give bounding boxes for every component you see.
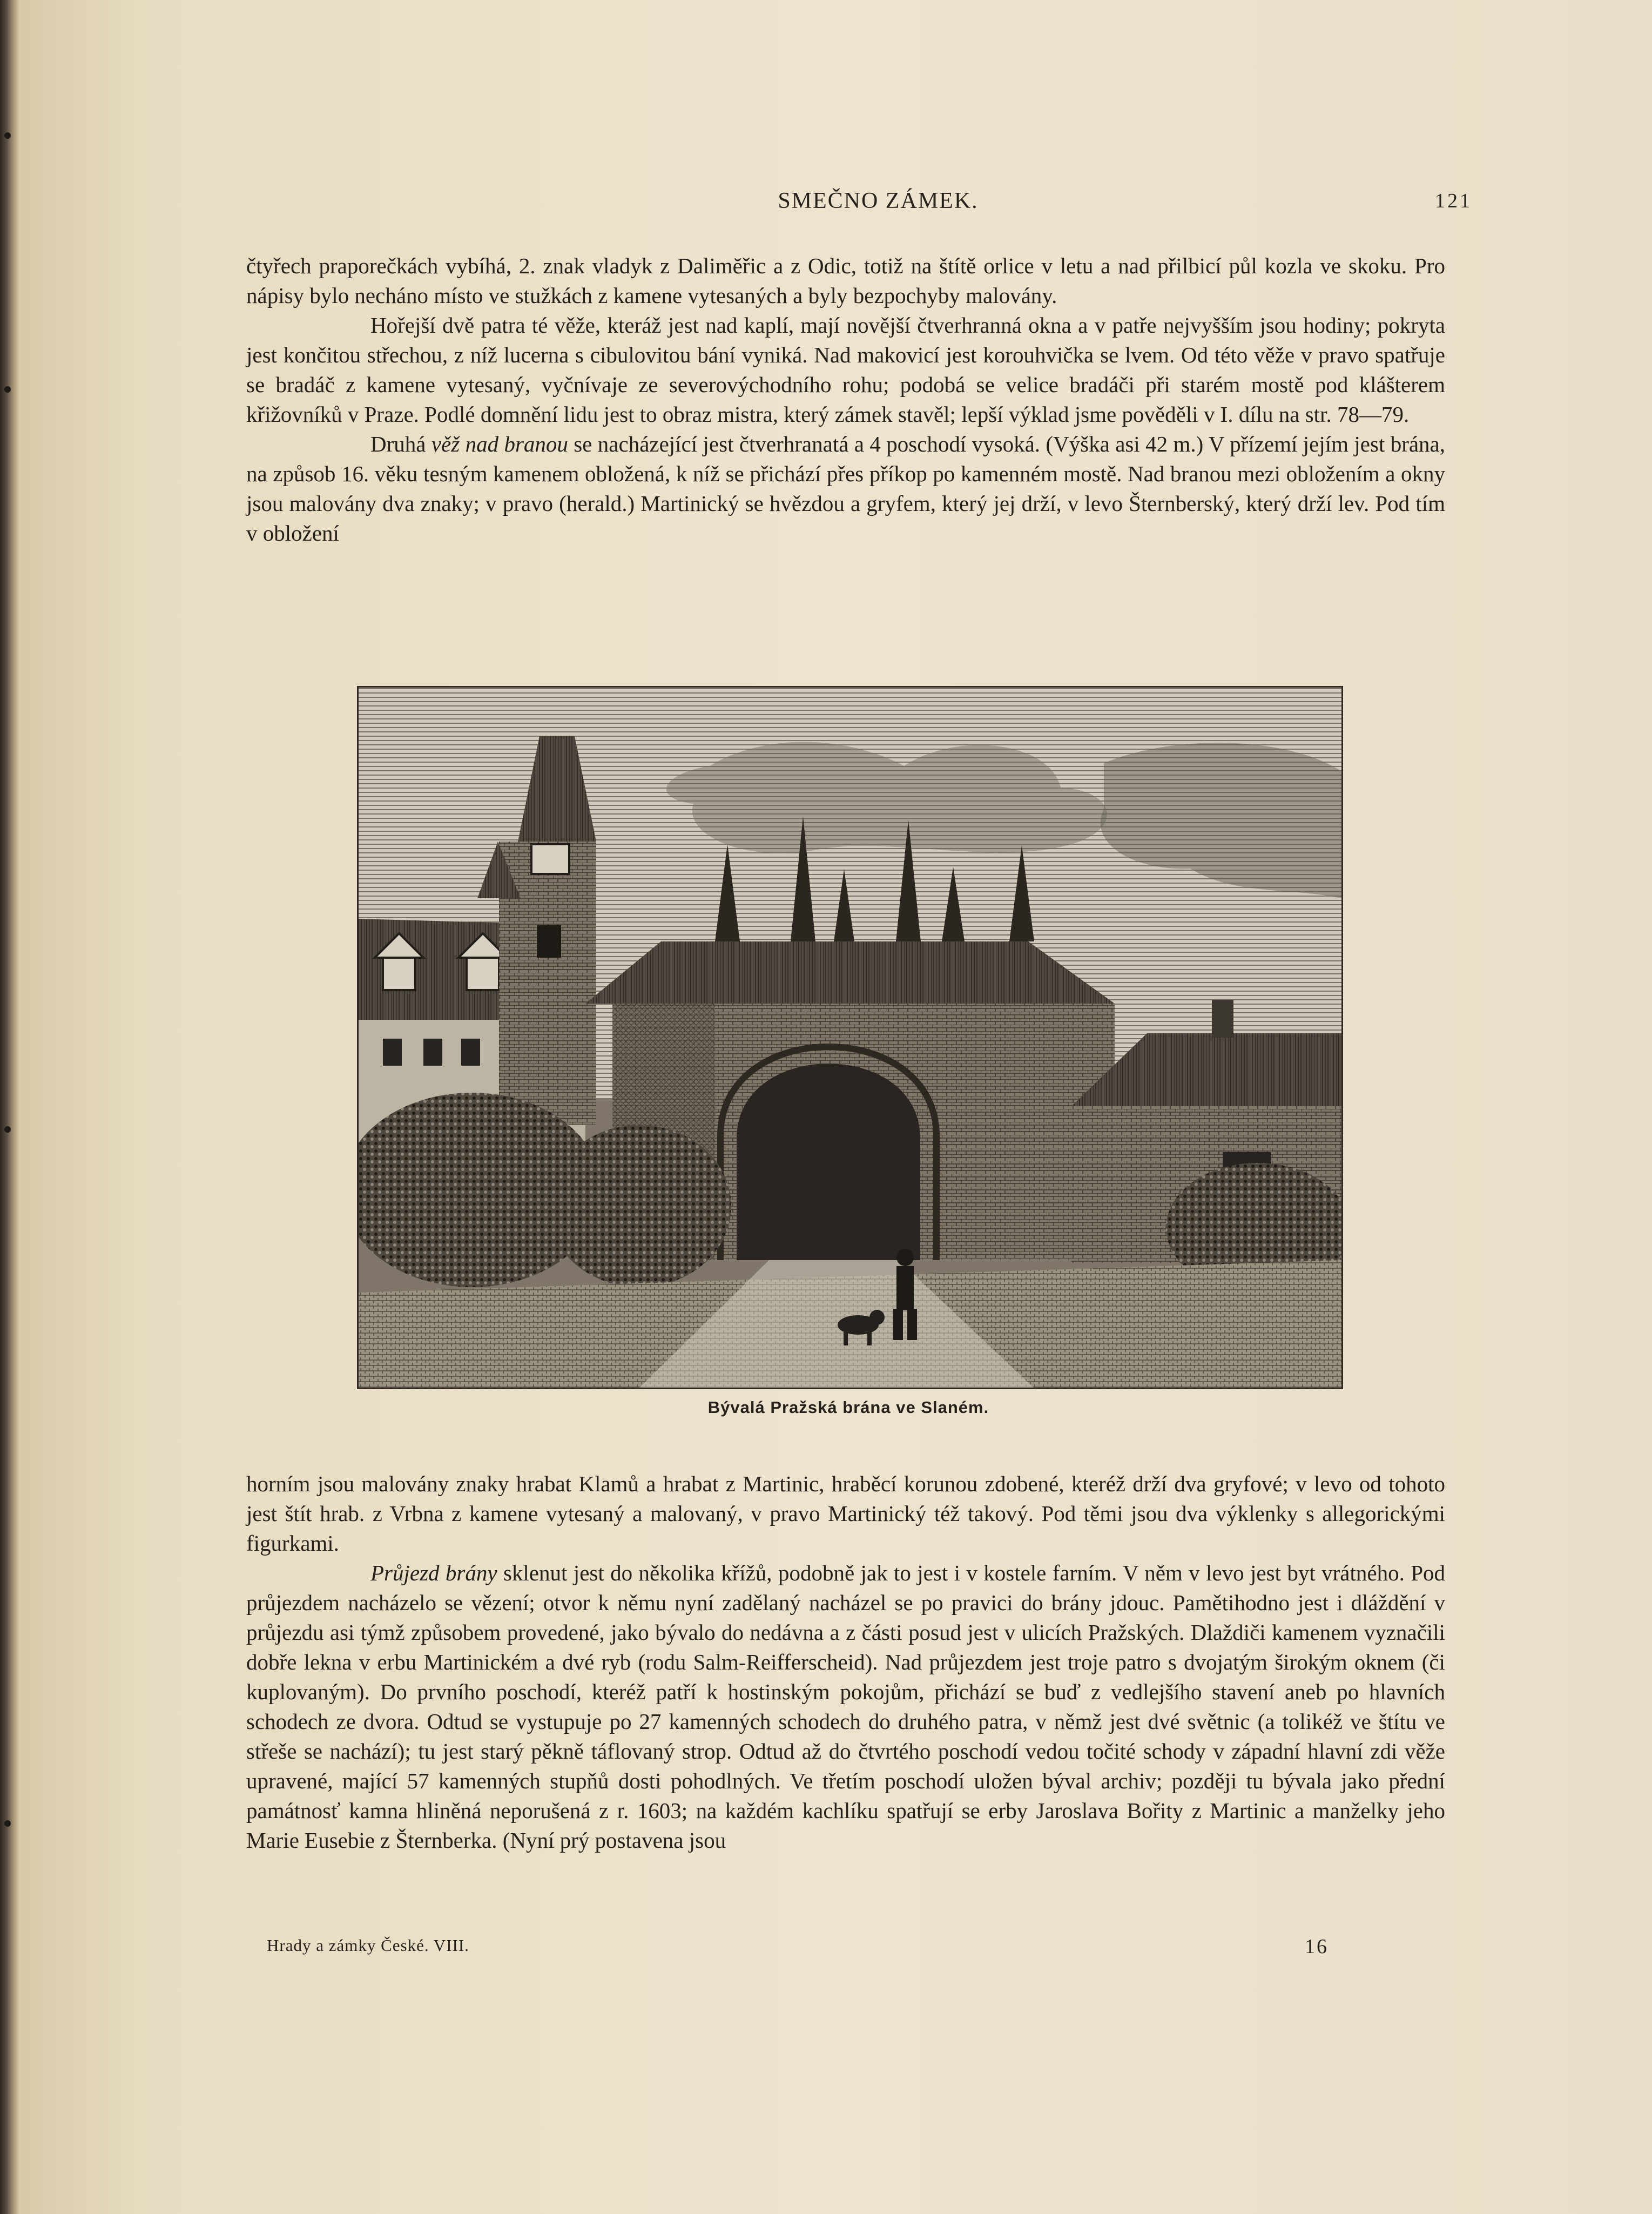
binding-mark <box>4 1126 11 1133</box>
tower-upper-window <box>531 844 569 874</box>
cottage-chimney <box>1212 1000 1233 1038</box>
gate-tower-roof <box>585 941 1115 1004</box>
text-block-upper <box>246 251 1445 548</box>
page-number: 121 <box>1435 190 1472 212</box>
paragraph-gate-passage-text: sklenut jest do několika křížů, podobně jak to jest i v kostele farním. V něm v levo jest byt vrátného. Pod průjezdem nacházelo se vězení; otvor k němu nyní zadělaný nacházel se po pravici do brány jdouc. Pamětihodno jest i dláždění v průjezdu asi týmž způsobem provedené, jako bývalo do nedávna a z části posud jest v ulicích Pražských. Dlaždiči kamenem vyznačili dobře lekna v erbu Martinickém a dvé ryb (rodu Salm-Reifferscheid). Nad průjezdem jest troje patro s dvojatým širokým oknem (či kuplovaným). Do prvního poschodí, kteréž patří k hostinským pokojům, přichází se buď z vedlejšího stavení aneb po hlavních schodech ze dvora. Odtud se vystupuje po 27 kamenných schodech do druhého patra, v němž jest dvé světnic (a tolikéž ve štítu ve střeše se nachází); tu jest starý pěkně táflovaný strop. Odtud až do čtvrtého poschodí vedou točité schody v západní hlavní zdi věže upravené, mající 57 kamenných stupňů dosti pohodlných. Ve třetím poschodí uložen býval archiv; později tu bývala jako přední památnosť kamna hliněná neporušená z r. 1603; na každém kachlíku spatřují se erby Jaroslava Bořity z Martinic a manželky jeho Marie Eusebie z Šternberka. (Nyní prý postavena jsou <box>246 1560 1446 1853</box>
text-block-lower <box>246 1469 1445 1855</box>
emphasis-tower-over-gate: věž nad branou <box>431 432 568 456</box>
binding-mark <box>4 386 11 393</box>
binding-mark <box>4 132 11 139</box>
tower-window <box>537 925 561 958</box>
paragraph-gate-tower <box>246 429 1445 548</box>
footer-sheet-number: 16 <box>1305 1935 1329 1958</box>
paragraph-heraldry-end: čtyřech praporečkách vybíhá, 2. znak vladyk z Dalimĕřic a z Odic, totiž na štítě orlice v letu a nad přilbicí půl kozla ve skoku. Pro nápisy bylo necháno místo ve stužkách z kamene vytesaných a byly bezpochyby malovány. <box>246 253 1445 308</box>
running-head: SMEČNO ZÁMEK. <box>778 189 979 213</box>
emphasis-gate-passage: Průjezd brány <box>370 1560 497 1585</box>
footer-signature: Hrady a zámky České. VIII. <box>267 1936 469 1955</box>
paragraph-upper-floors: Hořejší dvě patra té věže, kteráž jest nad kaplí, mají novější čtverhranná okna a v patře nejvyšším jsou hodiny; pokryta jest končitou střechou, z níž lucerna s cibulovitou bání vyniká. Nad makovicí jest korouhvička se lvem. Od této věže v pravo spatřuje se bradáč z kamene vytesaný, vyčnívaje ze severovýchodního rohu; podobá se velice bradáči při starém mostě pod klášterem křižovníků v Praze. Podlé domnění lidu jest to obraz mistra, který zámek stavěl; lepší výklad jsme pověděli v I. dílu na str. 78—79. <box>246 313 1445 427</box>
paragraph-gate-tower-text: se nacházející jest čtverhranatá a 4 poschodí vysoká. (Výška asi 42 m.) V přízemí jejím jest brána, na způsob 16. věku tesným kamenem obložená, k níž se přichází přes příkop po kamenném mostě. Nad branou mezi obložením a okny jsou malovány dva znaky; v pravo (herald.) Martinický se hvězdou a gryfem, který jej drží, v levo Šternberský, který drží lev. Pod tím v obložení <box>246 432 1446 546</box>
book-page <box>19 0 1652 2214</box>
book-spine <box>0 0 19 2214</box>
engraving-prague-gate <box>357 686 1343 1389</box>
gate-arch <box>737 1064 920 1260</box>
binding-mark <box>4 1820 11 1827</box>
figure-caption: Bývalá Pražská brána ve Slaném. <box>707 1398 989 1417</box>
paragraph-gate-passage <box>246 1558 1445 1855</box>
engraving-illustration <box>359 688 1341 1388</box>
paragraph-coats-of-arms: horním jsou malovány znaky hrabat Klamů a hrabat z Martinic, hraběcí korunou zdobené, kteréž drží dva gryfové; v levo od tohoto jest štít hrab. z Vrbna z kamene vytesaný a malovaný, v pravo Martinický též takový. Pod těmi jsou dva výklenky s allegorickými figurkami. <box>246 1471 1445 1556</box>
paragraph-gate-tower-prefix: Druhá <box>370 432 431 456</box>
bush-center-left <box>548 1125 731 1287</box>
